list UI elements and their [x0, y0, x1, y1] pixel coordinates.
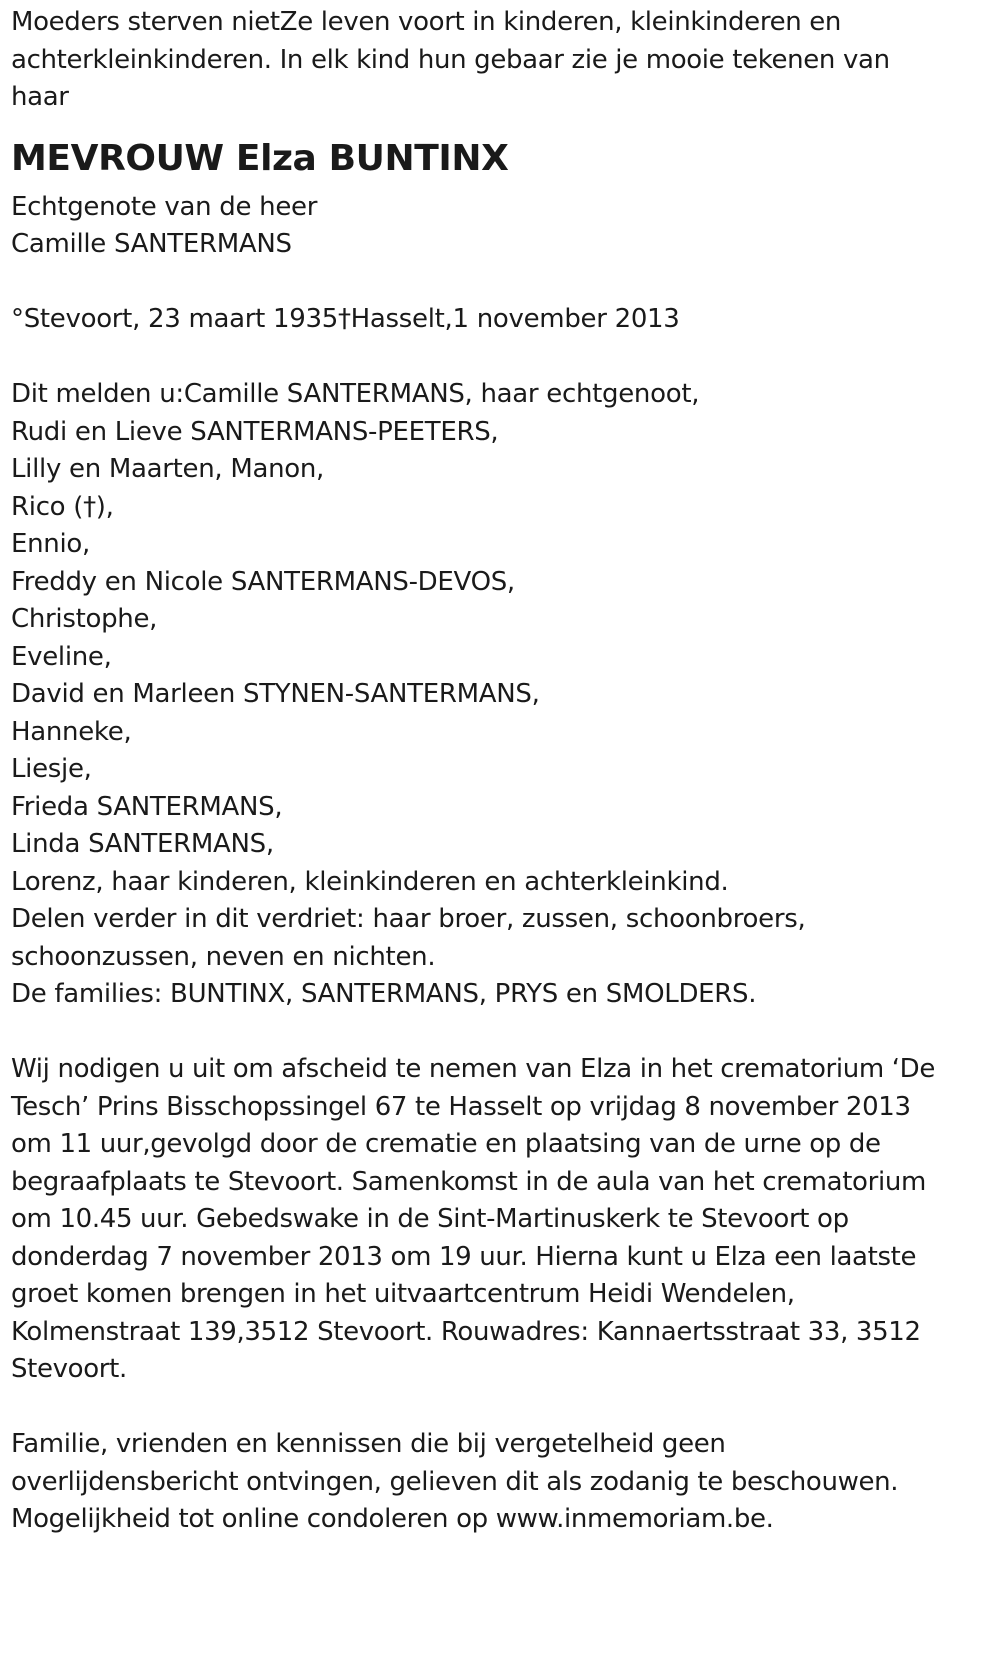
intro-line: Moeders sterven nietZe leven voort in kinderen, kleinkinderen en: [11, 7, 842, 37]
invitation-line: begraafplaats te Stevoort. Samenkomst in de aula van het crematorium: [11, 1166, 926, 1197]
invitation-line: groet komen brengen in het uitvaartcentrum Heidi Wendelen,: [11, 1279, 795, 1309]
intro-poem: [11, 4, 986, 117]
family-line: Hanneke,: [11, 716, 132, 747]
invitation-line: om 11 uur,gevolgd door de crematie en plaatsing van de urne op de: [11, 1129, 881, 1159]
invitation-line: om 10.45 uur. Gebedswake in de Sint-Martinuskerk te Stevoort op: [11, 1204, 849, 1234]
spouse-block: [11, 189, 986, 264]
obituary-notice: [11, 4, 986, 1539]
intro-line: haar: [11, 82, 69, 112]
closing-line: Mogelijkheid tot online condoleren op www.inmemoriam.be.: [11, 1504, 774, 1534]
family-line: Dit melden u:Camille SANTERMANS, haar echtgenoot,: [11, 379, 700, 409]
family-line: De families: BUNTINX, SANTERMANS, PRYS en SMOLDERS.: [11, 979, 757, 1009]
family-line: Linda SANTERMANS,: [11, 829, 274, 859]
intro-line: achterkleinkinderen. In elk kind hun gebaar zie je mooie tekenen van: [11, 44, 890, 75]
family-line: Frieda SANTERMANS,: [11, 791, 283, 822]
family-line: Christophe,: [11, 604, 158, 634]
family-line: Rico (†),: [11, 491, 114, 522]
family-line: Delen verder in dit verdriet: haar broer, zussen, schoonbroers,: [11, 904, 806, 934]
invitation-line: Stevoort.: [11, 1354, 127, 1384]
spouse-line: Echtgenote van de heer: [11, 191, 318, 222]
invitation-paragraph: [11, 1051, 986, 1389]
closing-paragraph: [11, 1426, 986, 1539]
invitation-line: Kolmenstraat 139,3512 Stevoort. Rouwadres: Kannaertsstraat 33, 3512: [11, 1316, 921, 1347]
invitation-line: Wij nodigen u uit om afscheid te nemen van Elza in het crematorium ‘De: [11, 1054, 935, 1084]
family-line: Liesje,: [11, 754, 92, 784]
family-line: Lilly en Maarten, Manon,: [11, 454, 325, 484]
closing-line: Familie, vrienden en kennissen die bij vergetelheid geen: [11, 1429, 726, 1459]
closing-line: overlijdensbericht ontvingen, gelieven dit als zodanig te beschouwen.: [11, 1466, 899, 1497]
family-line: Ennio,: [11, 529, 90, 559]
family-line: Lorenz, haar kinderen, kleinkinderen en achterkleinkind.: [11, 866, 729, 897]
invitation-line: Tesch’ Prins Bisschopssingel 67 te Hasselt op vrijdag 8 november 2013: [11, 1091, 911, 1122]
family-line: schoonzussen, neven en nichten.: [11, 941, 436, 972]
family-line: Rudi en Lieve SANTERMANS-PEETERS,: [11, 416, 499, 447]
invitation-line: donderdag 7 november 2013 om 19 uur. Hierna kunt u Elza een laatste: [11, 1241, 917, 1272]
family-list: [11, 376, 986, 1014]
family-line: Eveline,: [11, 641, 112, 672]
family-line: Freddy en Nicole SANTERMANS-DEVOS,: [11, 566, 515, 597]
spouse-line: Camille SANTERMANS: [11, 229, 292, 259]
deceased-name: MEVROUW Elza BUNTINX: [11, 137, 509, 179]
birth-death-dates: °Stevoort, 23 maart 1935†Hasselt,1 november 2013: [11, 304, 680, 334]
family-line: David en Marleen STYNEN-SANTERMANS,: [11, 679, 540, 709]
